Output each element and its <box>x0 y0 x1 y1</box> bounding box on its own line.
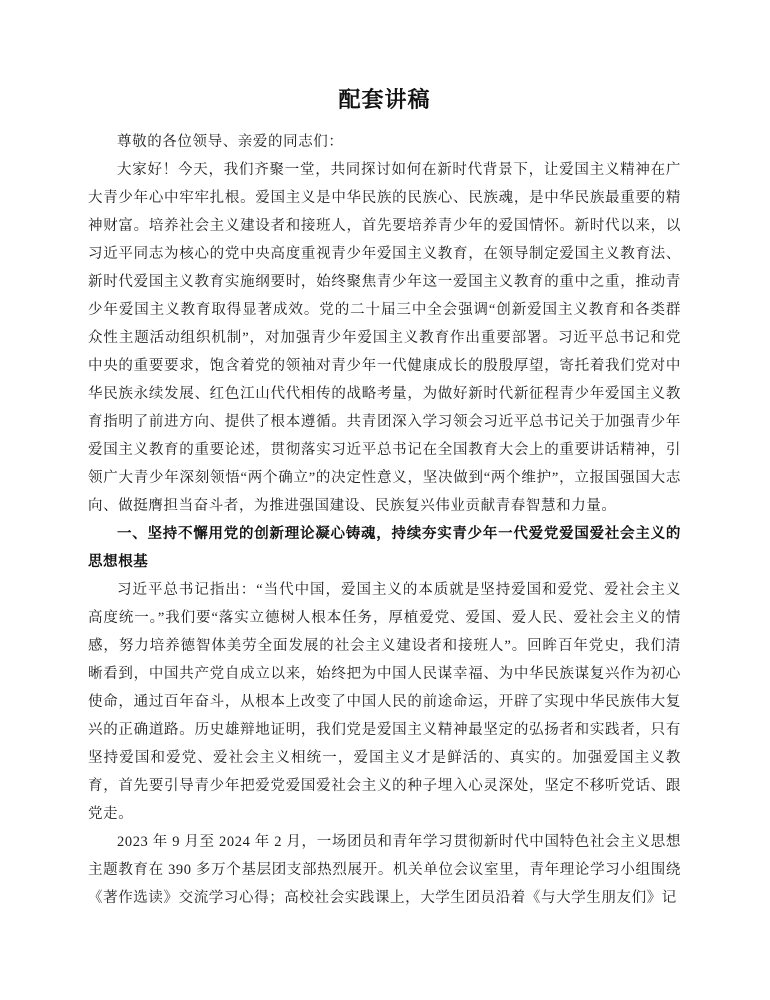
paragraph-education-campaign: 2023 年 9 月至 2024 年 2 月，一场团员和青年学习贯彻新时代中国特色社会主义思想主题教育在 390 多万个基层团支部热烈展开。机关单位会议室里，青年理论学习小组围绕《著作选读》交流学习心得；高校社会实践课上，大学生团员沿着《与大学生朋友们》记 <box>88 834 681 906</box>
section-heading-1: 一、坚持不懈用党的创新理论凝心铸魂，持续夯实青少年一代爱党爱国爱社会主义的思想根基 <box>88 526 681 570</box>
document-title: 配套讲稿 <box>338 87 431 112</box>
paragraph-opening: 大家好！今天，我们齐聚一堂，共同探讨如何在新时代背景下，让爱国主义精神在广大青少年心中牢牢扎根。爱国主义是中华民族的民族心、民族魂，是中华民族最重要的精神财富。培养社会主义建设者和接班人，首先要培养青少年的爱国情怀。新时代以来，以习近平同志为核心的党中央高度重视青少年爱国主义教育，在领导制定爱国主义教育法、新时代爱国主义教育实施纲要时，始终聚焦青少年这一爱国主义教育的重中之重，推动青少年爱国主义教育取得显著成效。党的二十届三中全会强调“创新爱国主义教育和各类群众性主题活动组织机制”，对加强青少年爱国主义教育作出重要部署。习近平总书记和党中央的重要要求，饱含着党的领袖对青少年一代健康成长的殷殷厚望，寄托着我们党对中华民族永续发展、红色江山代代相传的战略考量，为做好新时代新征程青少年爱国主义教育指明了前进方向、提供了根本遵循。共青团深入学习领会习近平总书记关于加强青少年爱国主义教育的重要论述，贯彻落实习近平总书记在全国教育大会上的重要讲话精神，引领广大青少年深刻领悟“两个确立”的决定性意义，坚决做到“两个维护”，立报国强国大志向、做挺膺担当奋斗者，为推进强国建设、民族复兴伟业贡献青春智慧和力量。 <box>88 162 681 514</box>
salutation-line: 尊敬的各位领导、亲爱的同志们： <box>117 134 344 150</box>
paragraph-theory: 习近平总书记指出：“当代中国，爱国主义的本质就是坚持爱国和爱党、爱社会主义高度统一。”我们要“落实立德树人根本任务，厚植爱党、爱国、爱人民、爱社会主义的情感，努力培养德智体美劳全面发展的社会主义建设者和接班人”。回眸百年党史，我们清晰看到，中国共产党自成立以来，始终把为中国人民谋幸福、为中华民族谋复兴作为初心使命，通过百年奋斗，从根本上改变了中国人民的前途命运，开辟了实现中华民族伟大复兴的正确道路。历史雄辩地证明，我们党是爱国主义精神最坚定的弘扬者和实践者，只有坚持爱国和爱党、爱社会主义相统一，爱国主义才是鲜活的、真实的。加强爱国主义教育，首先要引导青少年把爱党爱国爱社会主义的种子埋入心灵深处，坚定不移听党话、跟党走。 <box>88 582 681 822</box>
